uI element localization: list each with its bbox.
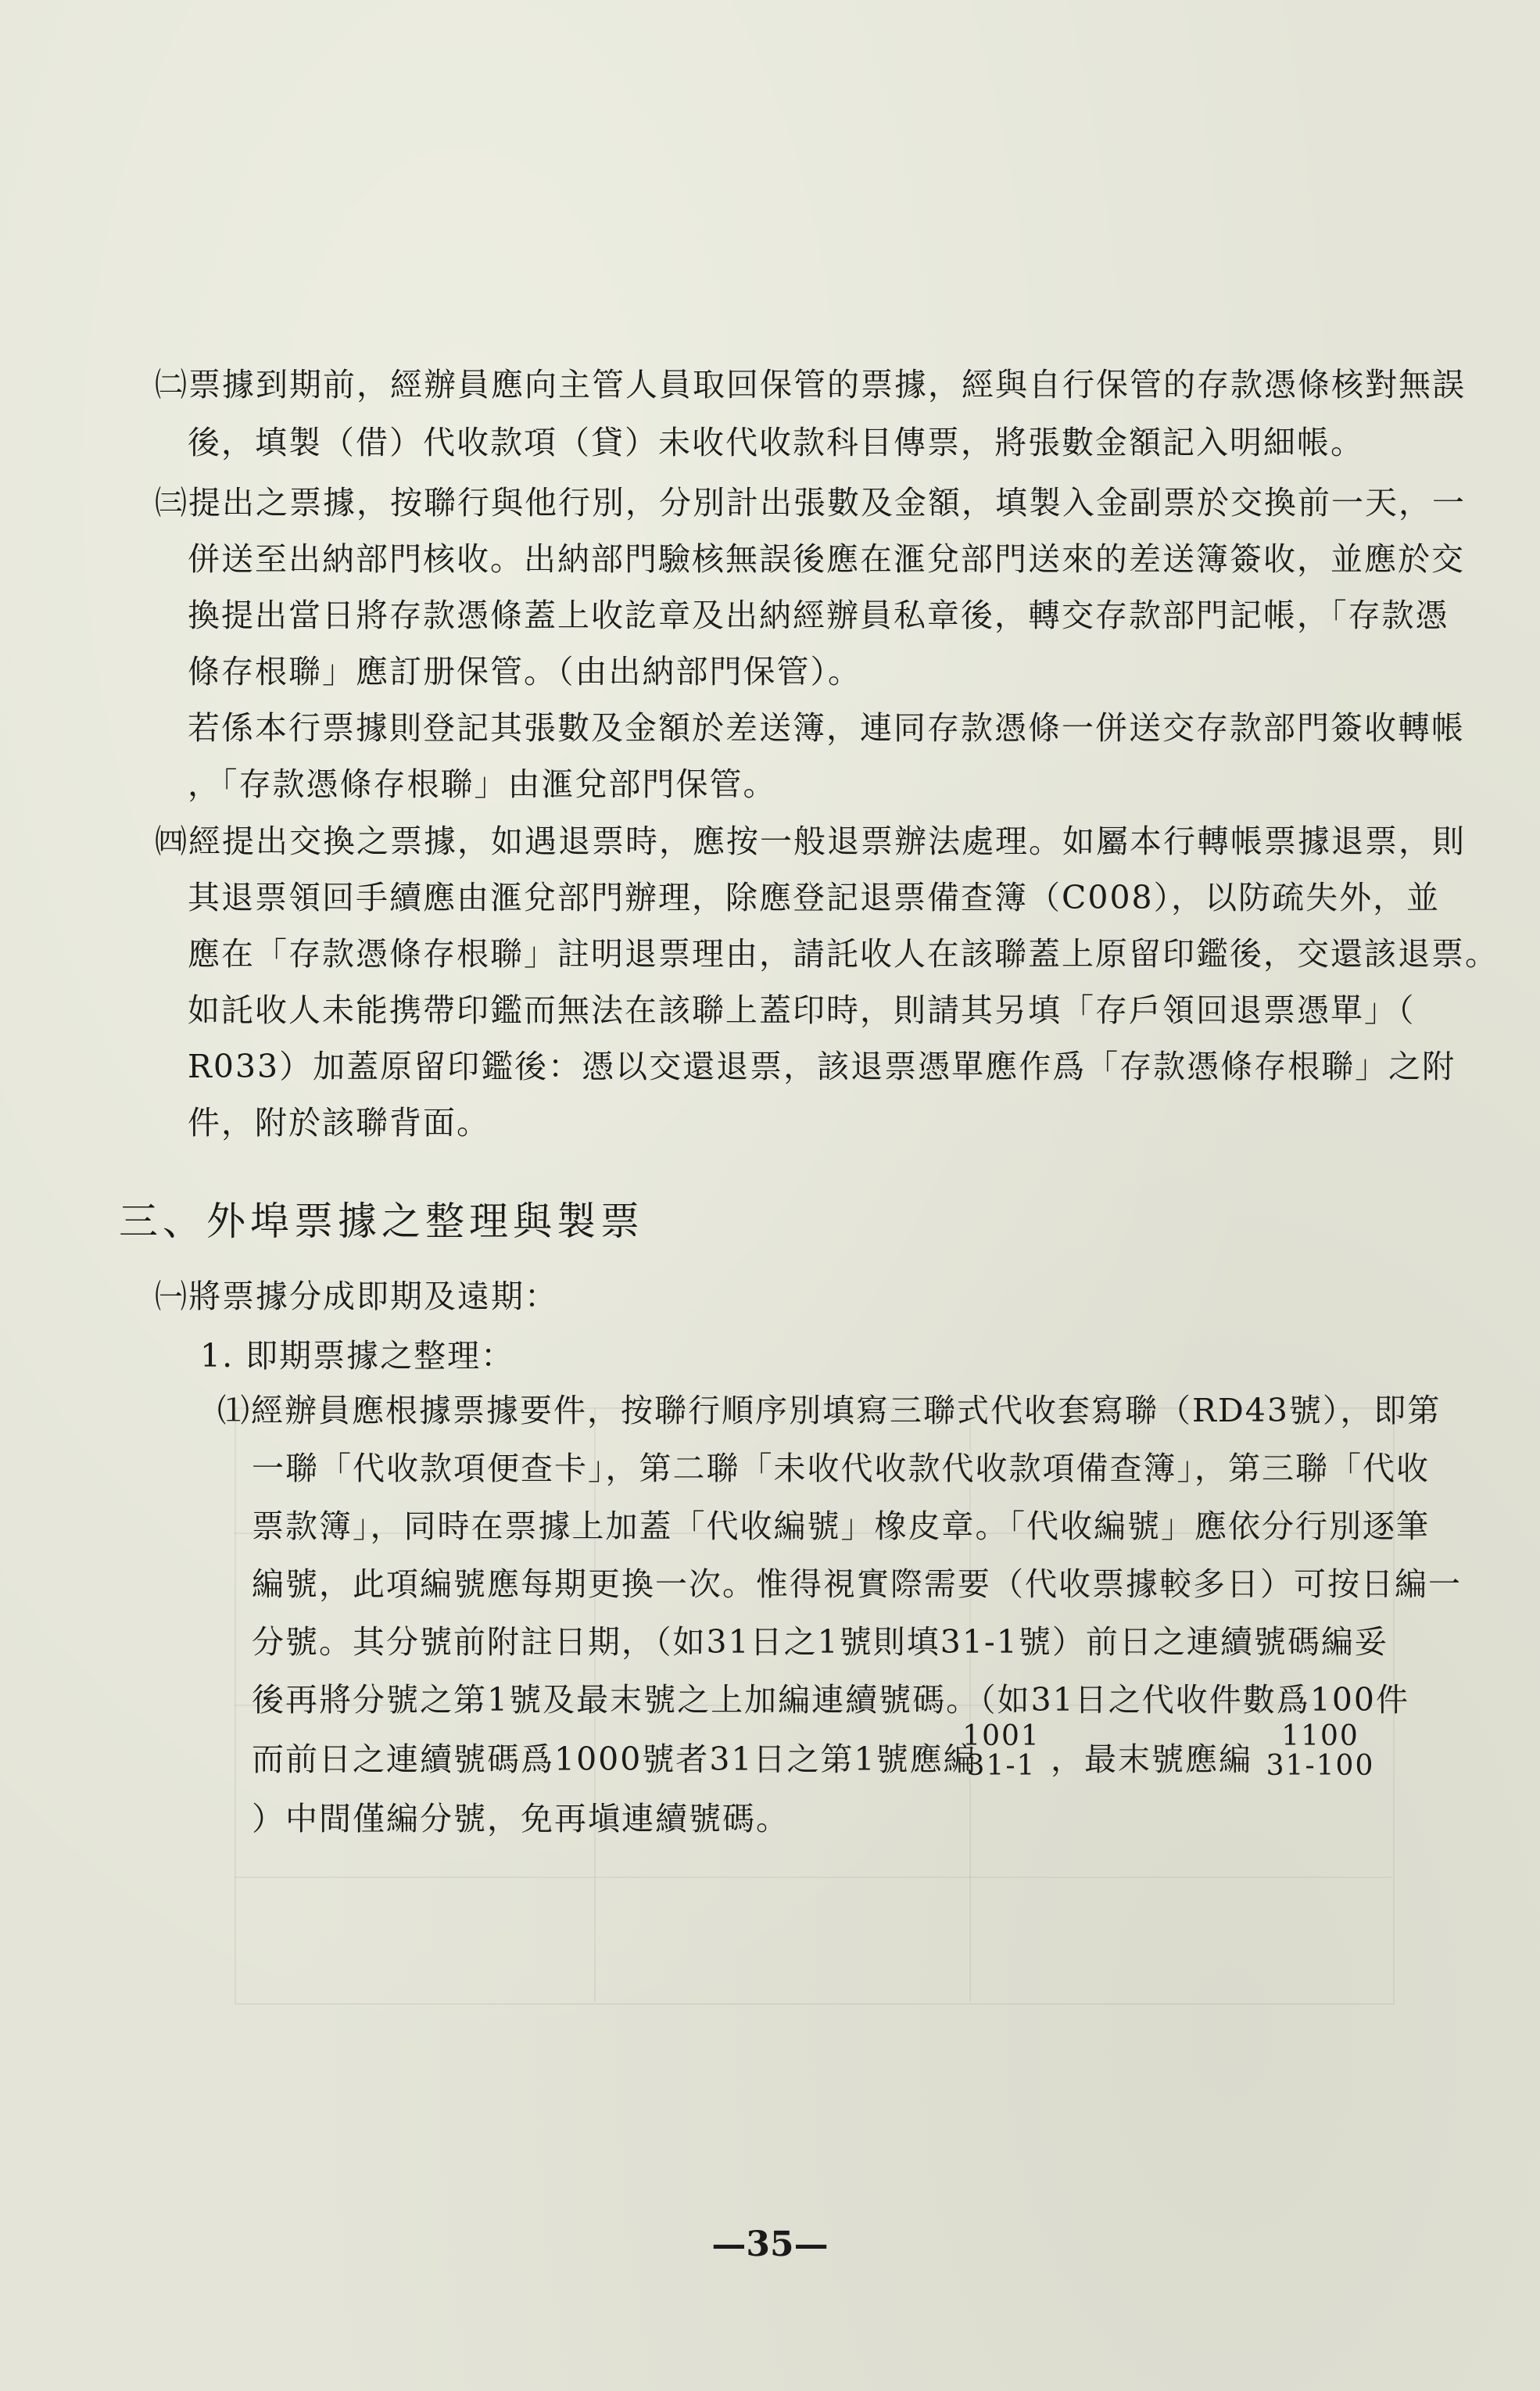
section3-sub1: 1. 即期票據之整理： — [200, 1337, 515, 1375]
para1-line-8: ）中間僅編分號，免再塡連續號碼。 — [252, 1800, 790, 1837]
item4-line-5: R033）加蓋原留印鑑後：憑以交還退票，該退票憑單應作爲「存款憑條存根聯」之附 — [188, 1048, 1456, 1085]
para1-line-7a: 而前日之連續號碼爲1000號者31日之第1號應編 — [252, 1740, 977, 1778]
item4-line-2: 其退票領回手續應由滙兌部門辦理，除應登記退票備查簿（C008），以防疏失外，並 — [188, 879, 1441, 916]
bleed-through-rule — [235, 1877, 1391, 1878]
section3-item1: ㈠將票據分成即期及遠期： — [155, 1278, 558, 1315]
item4-line-3: 應在「存款憑條存根聯」註明退票理由，請託收人在該聯蓋上原留印鑑後，交還該退票。 — [188, 935, 1499, 973]
item2-line-1: ㈡票據到期前，經辦員應向主管人員取回保管的票據，經與自行保管的存款憑條核對無誤 — [155, 366, 1466, 403]
para1-line-2: 一聯「代收款項便查卡」，第二聯「未收代收款代收款項備查簿」，第三聯「代收 — [252, 1450, 1430, 1487]
fraction-first-numerator: 1001 — [962, 1720, 1040, 1752]
para1-line-7b: ，最末號應編 — [1051, 1740, 1252, 1778]
item3-line-2: 併送至出納部門核收。出納部門驗核無誤後應在滙兌部門送來的差送簿簽收，並應於交 — [188, 540, 1465, 578]
fraction-last-number — [1262, 1722, 1379, 1781]
page-number: —35— — [711, 2224, 829, 2264]
item4-line-4: 如託收人未能携帶印鑑而無法在該聯上蓋印時，則請其另填「存戶領回退票憑單」（ — [188, 991, 1416, 1029]
item4-line-1: ㈣經提出交換之票據，如遇退票時，應按一般退票辦法處理。如屬本行轉帳票據退票，則 — [155, 823, 1466, 860]
fraction-last-denominator: 31-100 — [1266, 1750, 1375, 1782]
item3-para2-line-1: 若係本行票據則登記其張數及金額於差送簿，連同存款憑條一併送交存款部門簽收轉帳 — [188, 709, 1465, 747]
item4-line-6: 件，附於該聯背面。 — [188, 1104, 490, 1142]
fraction-last-numerator: 1100 — [1281, 1720, 1359, 1752]
item3-line-4: 條存根聯」應訂册保管。（由出納部門保管）。 — [188, 653, 861, 690]
item2-line-2: 後，填製（借）代收款項（貸）未收代收款科目傳票，將張數金額記入明細帳。 — [188, 424, 1364, 461]
para1-line-4: 編號，此項編號應每期更換一次。惟得視實際需要（代收票據較多日）可按日編一 — [252, 1565, 1462, 1603]
para1-line-1: ⑴經辦員應根據票據要件，按聯行順序別填寫三聯式代收套寫聯（RD43號），即第 — [217, 1392, 1442, 1429]
para1-line-6: 後再將分號之第1號及最末號之上加編連續號碼。（如31日之代收件數爲100件 — [252, 1681, 1410, 1719]
para1-line-3: 票款簿」，同時在票據上加蓋「代收編號」橡皮章。「代收編號」應依分行別逐筆 — [252, 1507, 1430, 1545]
fraction-first-denominator: 31-1 — [966, 1750, 1037, 1782]
item3-para2-line-2: ，「存款憑條存根聯」由滙兌部門保管。 — [188, 765, 777, 803]
fraction-first-number — [958, 1722, 1044, 1781]
item3-line-3: 換提出當日將存款憑條蓋上收訖章及出納經辦員私章後，轉交存款部門記帳，「存款憑 — [188, 597, 1449, 634]
para1-line-5: 分號。其分號前附註日期，（如31日之1號則填31-1號）前日之連續號碼編妥 — [252, 1623, 1388, 1661]
section3-heading: 三、外埠票據之整理與製票 — [119, 1199, 644, 1244]
item3-line-1: ㈢提出之票據，按聯行與他行別，分別計出張數及金額，填製入金副票於交換前一天，一 — [155, 484, 1466, 522]
